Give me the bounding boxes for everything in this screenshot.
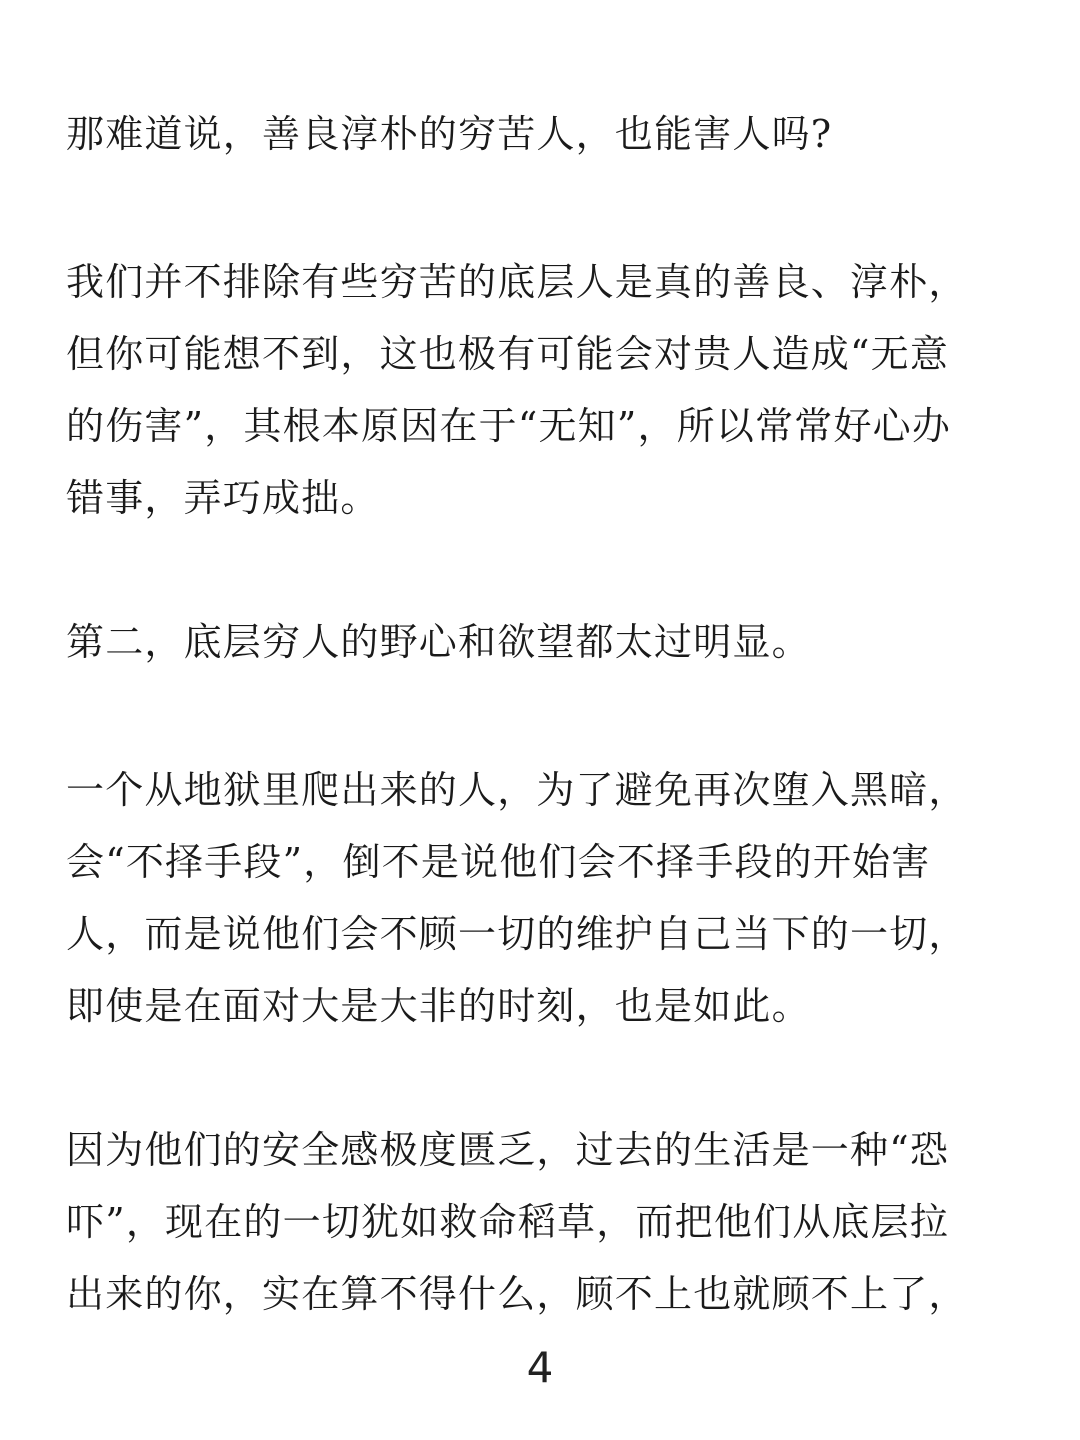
text-line: 人，而是说他们会不顾一切的维护自己当下的一切，: [66, 912, 968, 956]
text-line: 错事，弄巧成拙。: [66, 476, 380, 520]
text-line: 第二，底层穷人的野心和欲望都太过明显。: [66, 620, 811, 664]
paragraph-second-point: [66, 606, 1026, 678]
text-line: 会“不择手段”，倒不是说他们会不择手段的开始害: [66, 840, 931, 884]
text-line: 但你可能想不到，这也极有可能会对贵人造成“无意: [66, 332, 950, 376]
paragraph-question: [66, 98, 1026, 170]
page-number: 4: [526, 1343, 554, 1392]
text-line: 我们并不排除有些穷苦的底层人是真的善良、淳朴，: [66, 260, 968, 304]
paragraph-ambition: [66, 754, 1026, 1042]
text-line: 因为他们的安全感极度匮乏，过去的生活是一种“恐: [66, 1128, 950, 1172]
text-line: 的伤害”，其根本原因在于“无知”，所以常常好心办: [66, 404, 952, 448]
text-line: 那难道说，善良淳朴的穷苦人，也能害人吗?: [66, 112, 833, 156]
text-line: 出来的你，实在算不得什么，顾不上也就顾不上了，: [66, 1272, 968, 1316]
text-line: 即使是在面对大是大非的时刻，也是如此。: [66, 984, 811, 1028]
text-line: 一个从地狱里爬出来的人，为了避免再次堕入黑暗，: [66, 768, 968, 812]
paragraph-ignorance: [66, 246, 1026, 534]
paragraph-insecurity: [66, 1114, 1026, 1330]
text-line: 吓”，现在的一切犹如救命稻草，而把他们从底层拉: [66, 1200, 950, 1244]
